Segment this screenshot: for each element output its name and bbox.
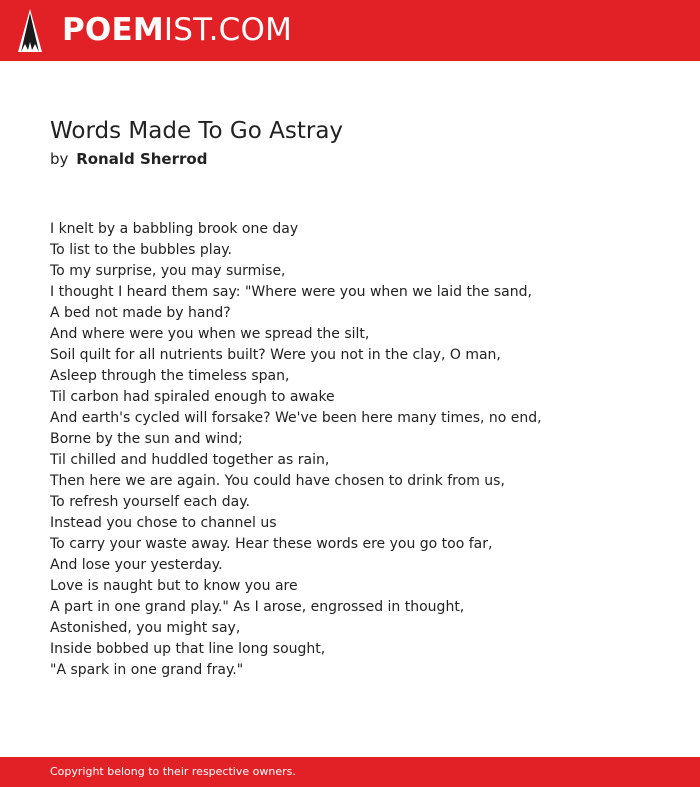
poem-title: Words Made To Go Astray (50, 118, 344, 144)
poem-line: Instead you chose to channel us (50, 515, 277, 531)
poem-body (50, 219, 670, 681)
author-name: Ronald Sherrod (76, 150, 208, 168)
site-footer (0, 757, 700, 787)
logo-light-text: IST.COM (163, 12, 293, 48)
poem-line: A part in one grand play." As I arose, engrossed in thought, (50, 599, 465, 615)
poem-line: I thought I heard them say: "Where were you when we laid the sand, (50, 284, 532, 300)
site-logo[interactable] (62, 12, 292, 48)
poem-line: A bed not made by hand? (50, 305, 231, 321)
poem-line: To carry your waste away. Hear these words ere you go too far, (50, 536, 493, 552)
poem-line: Inside bobbed up that line long sought, (50, 641, 326, 657)
copyright-text: Copyright belong to their respective owners. (50, 765, 296, 778)
poem-line: Then here we are again. You could have chosen to drink from us, (50, 473, 505, 489)
poem-line: Til carbon had spiraled enough to awake (50, 389, 335, 405)
poem-line: Soil quilt for all nutrients built? Were you not in the clay, O man, (50, 347, 501, 363)
poem-line: And earth's cycled will forsake? We've been here many times, no end, (50, 410, 542, 426)
poem-line: Love is naught but to know you are (50, 578, 298, 594)
pencil-tip-icon (18, 9, 42, 52)
poem-line: And where were you when we spread the silt, (50, 326, 370, 342)
site-header (0, 0, 700, 61)
poem-line: To refresh yourself each day. (50, 494, 250, 510)
poem-line: To my surprise, you may surmise, (50, 263, 286, 279)
poem-line: Astonished, you might say, (50, 620, 241, 636)
by-label: by (50, 150, 69, 168)
poem-line: And lose your yesterday. (50, 557, 223, 573)
poem-line: Til chilled and huddled together as rain, (50, 452, 330, 468)
poem-line: Asleep through the timeless span, (50, 368, 290, 384)
poem-line: To list to the bubbles play. (50, 242, 233, 258)
poem-line: Borne by the sun and wind; (50, 431, 243, 447)
logo-bold-text: POEM (62, 12, 164, 48)
poem-line: I knelt by a babbling brook one day (50, 221, 299, 237)
poem-line: "A spark in one grand fray." (50, 662, 244, 678)
byline (50, 149, 207, 169)
